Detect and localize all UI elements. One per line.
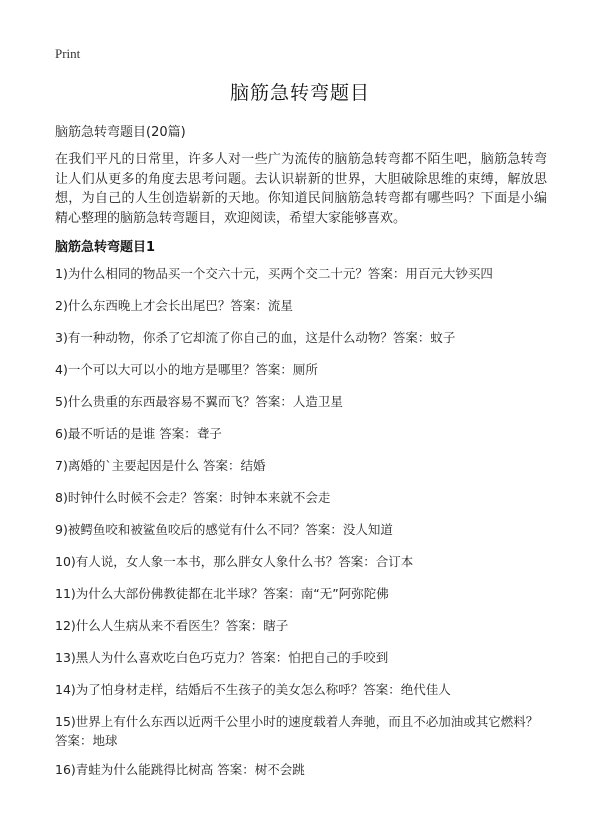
list-item: 12)什么人生病从来不看医生？答案：瞎子 <box>55 618 289 633</box>
list-item: 13)黑人为什么喜欢吃白色巧克力？答案：怕把自己的手咬到 <box>55 650 389 665</box>
intro-paragraph: 在我们平凡的日常里，许多人对一些广为流传的脑筋急转弯都不陌生吧，脑筋急转弯让人们从更多的角度去思考问题。去认识崭新的世界，大胆破除思维的束缚，解放思想，为自己的人生创造崭新的天地。你知道民间脑筋急转弯都有哪些吗？下面是小编精心整理的脑筋急转弯题目，欢迎阅读，希望大家能够喜欢。 <box>55 152 547 226</box>
section-heading: 脑筋急转弯题目1 <box>55 240 156 255</box>
list-item: 15)世界上有什么东西以近两千公里小时的速度载着人奔驰，而且不必加油或其它燃料？答案：地球 <box>55 714 539 748</box>
list-item: 3)有一种动物，你杀了它却流了你自己的血，这是什么动物？答案：蚊子 <box>55 330 456 345</box>
list-item: 6)最不听话的是谁 答案：聋子 <box>55 426 222 441</box>
list-item: 16)青蛙为什么能跳得比树高 答案：树不会跳 <box>55 762 305 777</box>
list-item: 10)有人说，女人象一本书，那么胖女人象什么书？答案：合订本 <box>55 554 414 569</box>
list-item: 14)为了怕身材走样，结婚后不生孩子的美女怎么称呼？答案：绝代佳人 <box>55 682 451 697</box>
print-label: Print <box>55 46 81 61</box>
list-item: 4)一个可以大可以小的地方是哪里？答案：厕所 <box>55 362 318 377</box>
page-title: 脑筋急转弯题目 <box>229 82 370 104</box>
list-item: 9)被鳄鱼咬和被鲨鱼咬后的感觉有什么不同？答案：没人知道 <box>55 522 393 537</box>
list-item: 5)什么贵重的东西最容易不翼而飞？答案：人造卫星 <box>55 394 343 409</box>
list-item: 7)离婚的`主要起因是什么 答案：结婚 <box>55 458 266 473</box>
qa-list <box>55 264 550 792</box>
list-item: 1)为什么相同的物品买一个交六十元，买两个交二十元？答案：用百元大钞买四 <box>55 266 493 281</box>
list-item: 2)什么东西晚上才会长出尾巴？答案：流星 <box>55 298 293 313</box>
list-item: 8)时钟什么时候不会走？答案：时钟本来就不会走 <box>55 490 331 505</box>
document-subtitle: 脑筋急转弯题目(20篇) <box>55 125 186 140</box>
list-item: 11)为什么大部份佛教徒都在北半球？答案：南“无”阿弥陀佛 <box>55 586 389 601</box>
